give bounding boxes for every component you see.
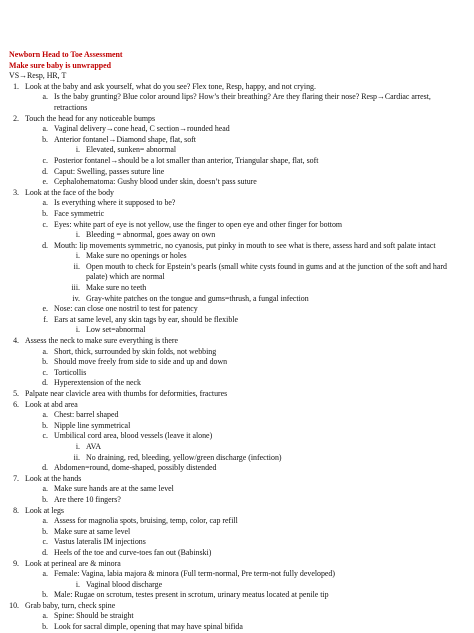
outline-item-level-2 <box>0 410 474 421</box>
outline-item-level-2 <box>0 209 474 220</box>
outline-item-level-1 <box>0 601 474 612</box>
item-marker: b. <box>42 526 48 536</box>
outline-item-level-2 <box>0 368 474 379</box>
item-text: Spine: Should be straight <box>54 611 134 621</box>
item-text: Bleeding = abnormal, goes away on own <box>86 230 216 240</box>
item-text: Is the baby grunting? Blue color around lips? How’s their breathing? Are they flaring their nose? Resp→Cardiac arrest, retractions <box>54 92 431 112</box>
outline-item-level-3 <box>0 262 474 283</box>
item-marker: b. <box>42 420 48 430</box>
outline-item-level-3 <box>0 325 474 336</box>
item-marker: d. <box>42 240 48 250</box>
item-text: Vaginal delivery→cone head, C section→rounded head <box>54 124 230 134</box>
item-text: Heels of the toe and curve-toes fan out (Babinski) <box>54 547 212 557</box>
item-text: Make sure no teeth <box>86 283 147 293</box>
item-marker: b. <box>42 622 48 632</box>
document-body <box>0 50 474 633</box>
item-marker: d. <box>42 547 48 557</box>
item-text: Nose: can close one nostril to test for patency <box>54 304 198 314</box>
outline-item-level-3 <box>0 453 474 464</box>
outline-item-level-1 <box>0 400 474 411</box>
outline-item-level-2 <box>0 167 474 178</box>
outline-item-level-1 <box>0 559 474 570</box>
item-text: Touch the head for any noticeable bumps <box>25 113 156 123</box>
outline-item-level-3 <box>0 442 474 453</box>
outline-item-level-3 <box>0 294 474 305</box>
item-marker: i. <box>75 230 80 240</box>
outline-item-level-2 <box>0 548 474 559</box>
outline-item-level-2 <box>0 156 474 167</box>
outline-item-level-1 <box>0 114 474 125</box>
item-marker: ii. <box>73 452 80 462</box>
item-marker: 5. <box>13 389 19 398</box>
item-marker: i. <box>75 579 80 589</box>
item-text: Make sure at same level <box>54 526 131 536</box>
outline-item-level-3 <box>0 283 474 294</box>
item-text: Should move freely from side to side and up and down <box>54 357 228 367</box>
item-text: Look at perineal are & minora <box>25 558 121 568</box>
item-text: Make sure no openings or holes <box>86 251 187 261</box>
item-marker: 3. <box>13 187 19 197</box>
item-marker: d. <box>42 463 48 473</box>
outline-item-level-2 <box>0 590 474 601</box>
item-marker: 8. <box>13 505 19 515</box>
item-marker: e. <box>42 177 48 187</box>
item-marker: c. <box>42 219 48 229</box>
item-text: Elevated, sunken= abnormal <box>86 145 177 155</box>
outline-item-level-2 <box>0 177 474 188</box>
item-marker: i. <box>75 325 80 335</box>
item-marker: d. <box>42 378 48 388</box>
outline-item-level-2 <box>0 198 474 209</box>
outline-item-level-2 <box>0 92 474 113</box>
outline-item-level-1 <box>0 506 474 517</box>
item-text: Grab baby, turn, check spine <box>25 600 116 610</box>
outline-item-level-2 <box>0 315 474 326</box>
outline-item-level-1 <box>0 82 474 93</box>
item-text: Assess for magnolia spots, bruising, temp, color, cap refill <box>54 516 238 526</box>
item-text: Nipple line symmetrical <box>54 420 131 430</box>
outline-item-level-2 <box>0 484 474 495</box>
vitals-line: VS→Resp, HR, T <box>9 71 67 81</box>
document-title: Newborn Head to Toe Assessment <box>9 50 123 59</box>
outline-item-level-1 <box>0 188 474 199</box>
item-text: Posterior fontanel→should be a lot smaller than anterior, Triangular shape, flat, soft <box>54 155 319 165</box>
outline-item-level-2 <box>0 347 474 358</box>
item-text: Eyes: white part of eye is not yellow, use the finger to open eye and other finger for bottom <box>54 219 343 229</box>
item-text: Mouth: lip movements symmetric, no cyanosis, put pinky in mouth to see what is there, assess hard and soft palate intact <box>54 240 436 250</box>
item-text: Torticollis <box>54 367 87 377</box>
outline-item-level-2 <box>0 516 474 527</box>
item-text: Look at the hands <box>25 473 82 483</box>
item-text: Look at the face of the body <box>25 187 114 197</box>
item-marker: e. <box>42 304 48 314</box>
outline-item-level-2 <box>0 611 474 622</box>
item-marker: b. <box>42 590 48 600</box>
item-marker: i. <box>75 441 80 451</box>
outline-item-level-2 <box>0 220 474 231</box>
item-text: Vastus lateralis IM injections <box>54 537 146 547</box>
outline-item-level-3 <box>0 251 474 262</box>
outline-item-level-2 <box>0 304 474 315</box>
outline-item-level-2 <box>0 622 474 633</box>
item-text: Face symmetric <box>54 208 105 218</box>
item-text: Male: Rugae on scrotum, testes present in scrotum, urinary meatus located at penile tip <box>54 590 329 600</box>
item-marker: b. <box>42 134 48 144</box>
item-marker: c. <box>42 367 48 377</box>
item-marker: ii. <box>73 261 80 271</box>
item-text: Open mouth to check for Epstein’s pearls (small white cysts found in gums and at the junction of the soft and hard palate) which are normal <box>86 261 447 282</box>
item-text: Cephalohematoma: Gushy blood under skin, doesn’t pass suture <box>54 177 257 187</box>
item-marker: 7. <box>13 473 19 483</box>
item-marker: b. <box>42 208 48 218</box>
item-text: Make sure hands are at the same level <box>54 484 174 494</box>
item-marker: c. <box>42 155 48 165</box>
item-marker: 1. <box>13 81 19 91</box>
outline-item-level-2 <box>0 431 474 442</box>
item-text: No draining, red, bleeding, yellow/green discharge (infection) <box>86 452 282 462</box>
item-marker: a. <box>42 516 48 526</box>
item-text: Umbilical cord area, blood vessels (leave it alone) <box>54 431 213 441</box>
outline-item-level-3 <box>0 230 474 241</box>
item-text: Are there 10 fingers? <box>54 494 121 504</box>
outline-item-level-2 <box>0 135 474 146</box>
item-text: Low set=abnormal <box>86 325 146 335</box>
item-marker: 6. <box>13 399 19 409</box>
item-marker: 2. <box>13 113 19 123</box>
item-text: Short, thick, surrounded by skin folds, not webbing <box>54 346 217 356</box>
item-text: Assess the neck to make sure everything is there <box>25 336 178 346</box>
outline-item-level-2 <box>0 357 474 368</box>
item-text: Ears at same level, any skin tags by ear, should be flexible <box>54 314 238 324</box>
item-marker: 10. <box>9 600 19 610</box>
item-marker: a. <box>42 611 48 621</box>
item-text: Look for sacral dimple, opening that may have spinal bifida <box>54 622 243 632</box>
item-text: AVA <box>86 441 102 451</box>
item-marker: 4. <box>13 336 19 346</box>
item-marker: a. <box>42 198 48 208</box>
item-marker: c. <box>42 431 48 441</box>
item-marker: b. <box>42 494 48 504</box>
item-text: Is everything where it supposed to be? <box>54 198 176 208</box>
outline-item-level-2 <box>0 124 474 135</box>
outline-item-level-1 <box>0 336 474 347</box>
assessment-outline <box>0 82 474 633</box>
outline-item-level-3 <box>0 580 474 591</box>
item-text: Anterior fontanel→Diamond shape, flat, soft <box>54 134 196 144</box>
item-marker: c. <box>42 537 48 547</box>
outline-item-level-2 <box>0 527 474 538</box>
outline-item-level-2 <box>0 495 474 506</box>
item-text: Look at legs <box>25 505 65 515</box>
outline-item-level-2 <box>0 463 474 474</box>
item-text: Look at the baby and ask yourself, what do you see? Flex tone, Resp, happy, and not crying. <box>25 81 316 91</box>
item-marker: d. <box>42 166 48 176</box>
item-text: Abdomen=round, dome-shaped, possibly distended <box>54 463 217 473</box>
item-marker: a. <box>42 484 48 494</box>
item-marker: 9. <box>13 558 19 568</box>
item-marker: a. <box>42 124 48 134</box>
item-marker: a. <box>42 569 48 579</box>
item-marker: i. <box>75 145 80 155</box>
item-marker: b. <box>42 357 48 367</box>
item-text: Hyperextension of the neck <box>54 378 141 388</box>
document-subtitle: Make sure baby is unwrapped <box>9 60 112 70</box>
outline-item-level-2 <box>0 569 474 580</box>
item-text: Caput: Swelling, passes suture line <box>54 166 165 176</box>
item-marker: f. <box>43 314 48 324</box>
item-marker: a. <box>42 92 48 102</box>
item-text: Gray-white patches on the tongue and gums=thrush, a fungal infection <box>86 293 309 303</box>
outline-item-level-2 <box>0 537 474 548</box>
outline-item-level-1 <box>0 389 474 400</box>
item-marker: iv. <box>72 293 80 303</box>
item-text: Female: Vagina, labia majora & minora (Full term-normal, Pre term-not fully developed) <box>54 569 335 579</box>
item-marker: a. <box>42 410 48 420</box>
item-text: Vaginal blood discharge <box>86 579 163 589</box>
item-text: Chest: barrel shaped <box>54 410 119 420</box>
outline-item-level-2 <box>0 241 474 252</box>
outline-item-level-3 <box>0 145 474 156</box>
item-marker: i. <box>75 251 80 261</box>
item-marker: iii. <box>71 283 80 293</box>
outline-item-level-2 <box>0 421 474 432</box>
outline-item-level-2 <box>0 378 474 389</box>
item-text: Look at abd area <box>25 399 78 409</box>
item-marker: a. <box>42 346 48 356</box>
item-text: Palpate near clavicle area with thumbs for deformities, fractures <box>25 389 228 398</box>
outline-item-level-1 <box>0 474 474 485</box>
